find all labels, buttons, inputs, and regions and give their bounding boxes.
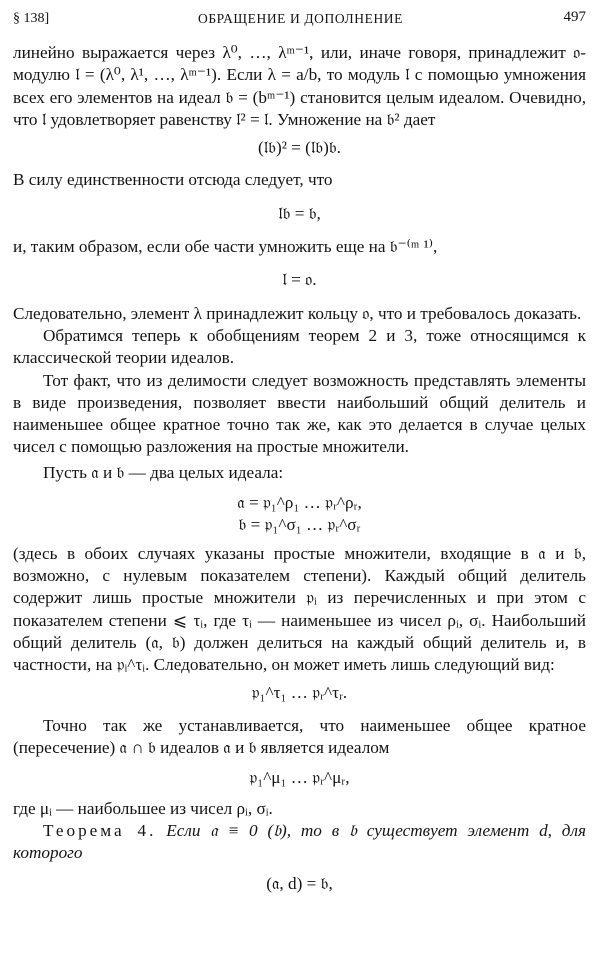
section-mark: § 138] (13, 11, 50, 26)
paragraph: (здесь в обоих случаях указаны простые множители, входящие в 𝔞 и 𝔟, возможно, с нулевым показателем степени). Каждый общий делитель содержит лишь простые множители 𝔭ᵢ из перечисленных и при этом с показателем степени ⩽ τᵢ, где τᵢ — наименьшее из чисел ρᵢ, σᵢ. Наибольший общий делитель (𝔞, 𝔟) должен делиться на каждый общий делитель и, в частности, на 𝔭ᵢ^τᵢ. Следовательно, он может иметь лишь следующий вид: (13, 543, 586, 675)
paragraph: линейно выражается через λ⁰, …, λᵐ⁻¹, или, иначе говоря, принадлежит 𝔬-модулю 𝔩 = (λ⁰, λ¹, …, λᵐ⁻¹). Если λ = a/b, то модуль 𝔩 с помощью умножения всех его элементов на идеал 𝔟 = (bᵐ⁻¹) становится целым идеалом. Очевидно, что 𝔩 удовлетворяет равенству 𝔩² = 𝔩. Умножение на 𝔟² дает (13, 43, 586, 129)
paragraph: Точно так же устанавливается, что наименьшее общее кратное (пересечение) 𝔞 ∩ 𝔟 идеалов 𝔞 и 𝔟 является идеалом (13, 715, 586, 758)
page-number: 497 (563, 9, 586, 25)
equation: 𝔩 = 𝔬. (282, 270, 317, 290)
paragraph: где μᵢ — наибольшее из чисел ρᵢ, σᵢ. (13, 798, 273, 818)
equation: 𝔩𝔟 = 𝔟, (278, 203, 321, 223)
equation: (𝔞, d) = 𝔟, (266, 873, 333, 893)
paragraph: Тот факт, что из делимости следует возможность представлять элементы в виде произведения, позволяет ввести наибольший общий делитель и наименьшее общее кратное точно так же, как это делается в случае целых чисел с помощью разложения на простые множители. (13, 370, 586, 457)
equation: 𝔞 = 𝔭₁^ρ₁ … 𝔭ᵣ^ρᵣ, (237, 493, 362, 513)
page-body (13, 32, 586, 895)
paragraph: В силу единственности отсюда следует, что (13, 170, 333, 190)
equation: 𝔭₁^τ₁ … 𝔭ᵣ^τᵣ. (251, 683, 348, 703)
equation: 𝔟 = 𝔭₁^σ₁ … 𝔭ᵣ^σᵣ (238, 515, 361, 535)
running-header (13, 6, 588, 28)
theorem-statement: Если 𝔞 ≡ 0 (𝔟), то в 𝔟 существует элемент d, для которого (13, 820, 586, 863)
equation: (𝔩𝔟)² = (𝔩𝔟)𝔟. (258, 138, 341, 158)
theorem-label: Теорема 4. (43, 820, 157, 840)
running-title: ОБРАЩЕНИЕ И ДОПОЛНЕНИЕ (197, 11, 404, 26)
paragraph: и, таким образом, если обе части умножить еще на 𝔟⁻⁽ᵐ ¹⁾, (13, 237, 438, 257)
paragraph: Обратимся теперь к обобщениям теорем 2 и 3, тоже относящимся к классической теории идеалов. (13, 325, 586, 368)
paragraph: Пусть 𝔞 и 𝔟 — два целых идеала: (43, 462, 284, 482)
equation: 𝔭₁^μ₁ … 𝔭ᵣ^μᵣ, (249, 768, 350, 788)
paragraph: Следовательно, элемент λ принадлежит кольцу 𝔬, что и требовалось доказать. (13, 303, 582, 323)
theorem (13, 820, 586, 865)
